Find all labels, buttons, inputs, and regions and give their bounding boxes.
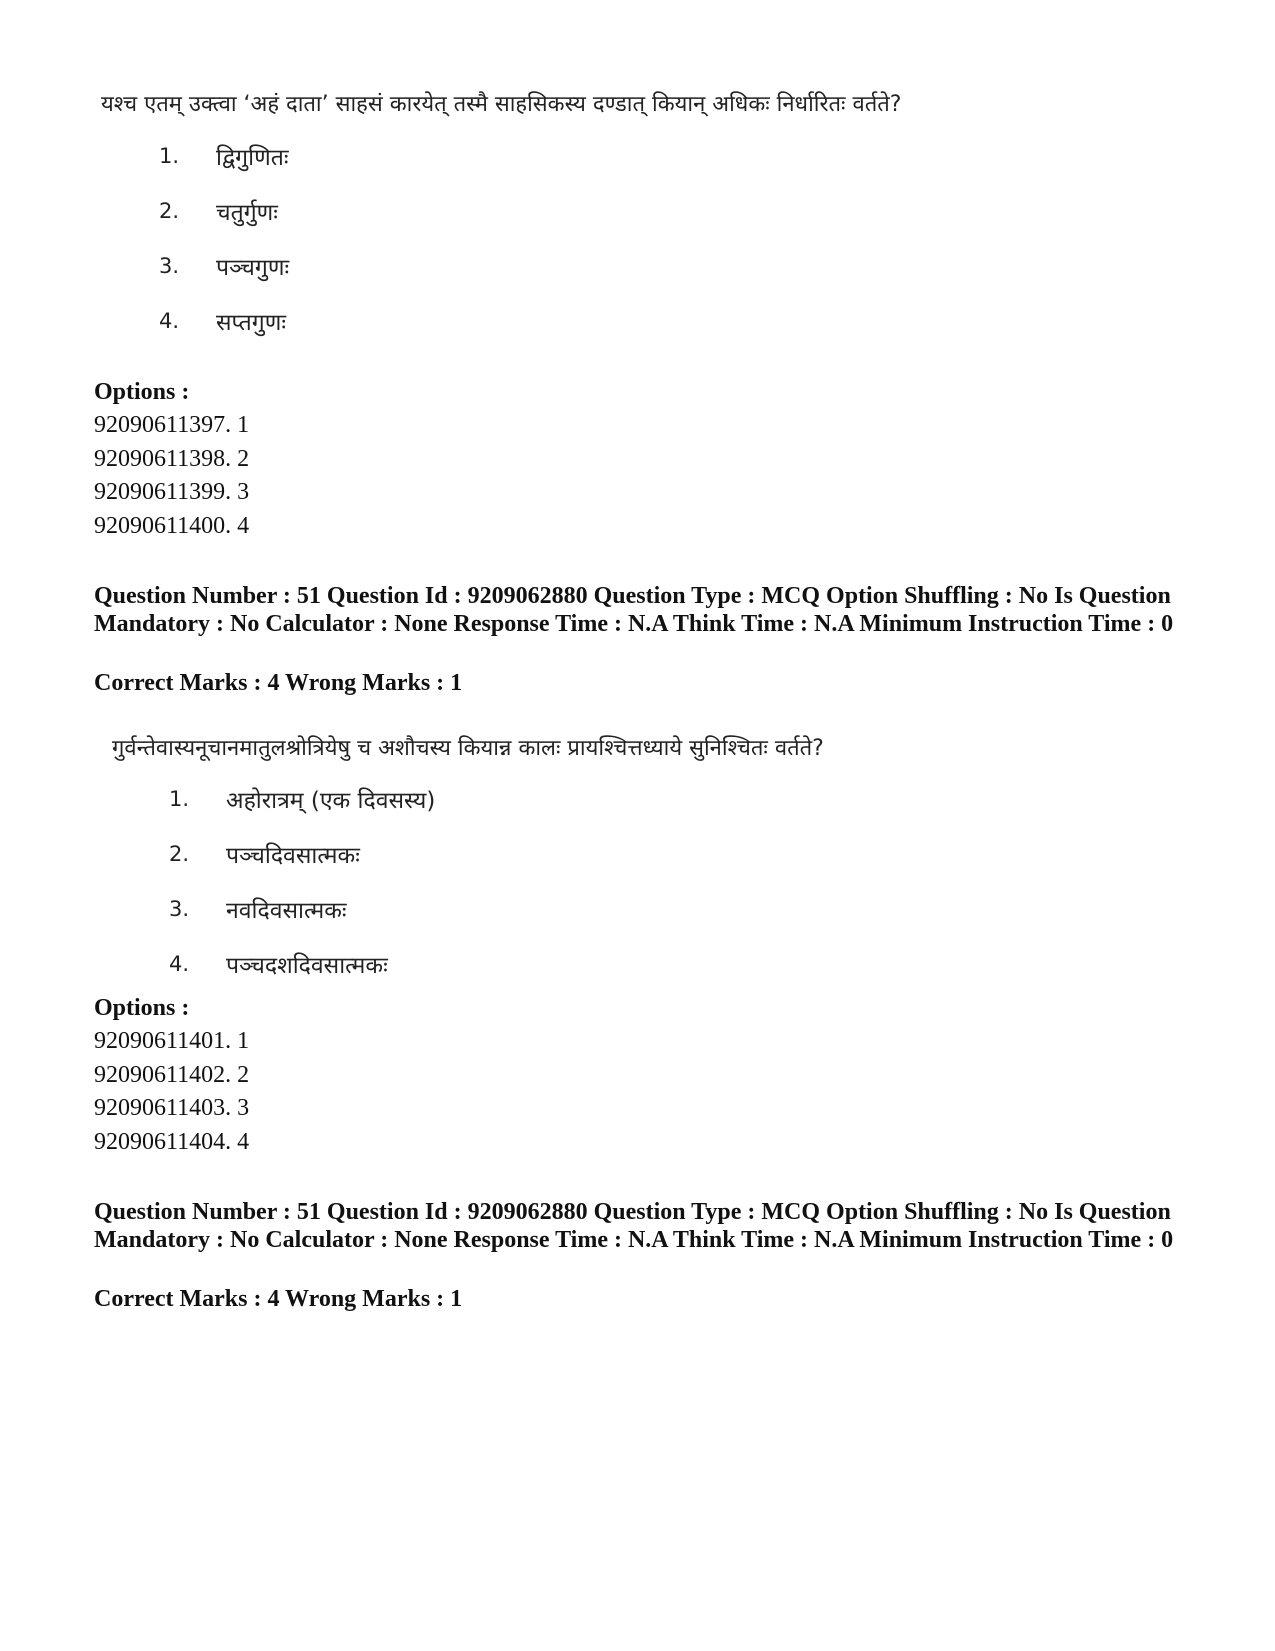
option-item: 92090611402. 2 xyxy=(94,1061,250,1088)
choice-item xyxy=(169,826,435,881)
choice-number: 4. xyxy=(159,308,180,333)
choice-number: 2. xyxy=(159,198,180,223)
options-heading-2: Options : xyxy=(94,995,190,1021)
choice-number: 4. xyxy=(169,951,190,976)
choice-number: 3. xyxy=(169,896,190,921)
choice-text: पञ्चगुणः xyxy=(216,254,290,281)
choice-item xyxy=(159,128,289,183)
choice-item xyxy=(159,183,289,238)
option-item: 92090611401. 1 xyxy=(94,1028,250,1054)
question-marks-2: Correct Marks : 4 Wrong Marks : 1 xyxy=(94,1286,463,1312)
choice-list-2 xyxy=(169,771,435,991)
choice-text: सप्तगुणः xyxy=(216,309,286,336)
choice-item xyxy=(169,936,435,991)
choice-number: 3. xyxy=(159,253,180,278)
choice-item xyxy=(169,771,435,826)
option-item: 92090611403. 3 xyxy=(94,1095,250,1121)
choice-text: अहोरात्रम् (एक दिवसस्य) xyxy=(226,787,436,814)
options-list-1 xyxy=(94,409,249,543)
choice-text: नवदिवसात्मकः xyxy=(226,897,347,924)
option-item: 92090611399. 3 xyxy=(94,479,250,505)
options-list-2 xyxy=(94,1025,249,1159)
choice-number: 1. xyxy=(169,786,190,811)
question-marks-1: Correct Marks : 4 Wrong Marks : 1 xyxy=(94,670,463,696)
choice-text: द्विगुणितः xyxy=(216,144,289,171)
choice-item xyxy=(169,881,435,936)
choice-text: चतुर्गुणः xyxy=(216,199,278,226)
options-heading-1: Options : xyxy=(94,379,190,405)
choice-number: 2. xyxy=(169,841,190,866)
option-item: 92090611400. 4 xyxy=(94,512,250,539)
option-item: 92090611397. 1 xyxy=(94,412,250,438)
choice-text: पञ्चदशदिवसात्मकः xyxy=(226,952,388,979)
choice-text: पञ्चदिवसात्मकः xyxy=(226,842,360,869)
choice-item xyxy=(159,238,289,293)
choice-number: 1. xyxy=(159,143,180,168)
option-item: 92090611398. 2 xyxy=(94,445,250,472)
option-item: 92090611404. 4 xyxy=(94,1128,250,1155)
question-meta-1: Question Number : 51 Question Id : 9209062880 Question Type : MCQ Option Shuffling : No Is Question Mandatory : No Calculator : None Response Time : N.A Think Time : N.A Minimum Instruction Time : 0 xyxy=(94,583,1174,637)
choice-item xyxy=(159,293,289,348)
choice-list-1 xyxy=(159,128,289,348)
question-meta-2: Question Number : 51 Question Id : 9209062880 Question Type : MCQ Option Shuffling : No Is Question Mandatory : No Calculator : None Response Time : N.A Think Time : N.A Minimum Instruction Time : 0 xyxy=(94,1199,1174,1253)
question-text-1: यश्च एतम् उक्त्वा ‘अहं दाता’ साहसं कारयेत् तस्मै साहसिकस्य दण्डात् कियान् अधिकः निर्धारितः वर्तते? xyxy=(101,92,902,117)
question-text-2: गुर्वन्तेवास्यनूचानमातुलश्रोत्रियेषु च अशौचस्य कियान्न कालः प्रायश्चित्तध्याये सुनिश्चितः वर्तते? xyxy=(112,736,824,761)
